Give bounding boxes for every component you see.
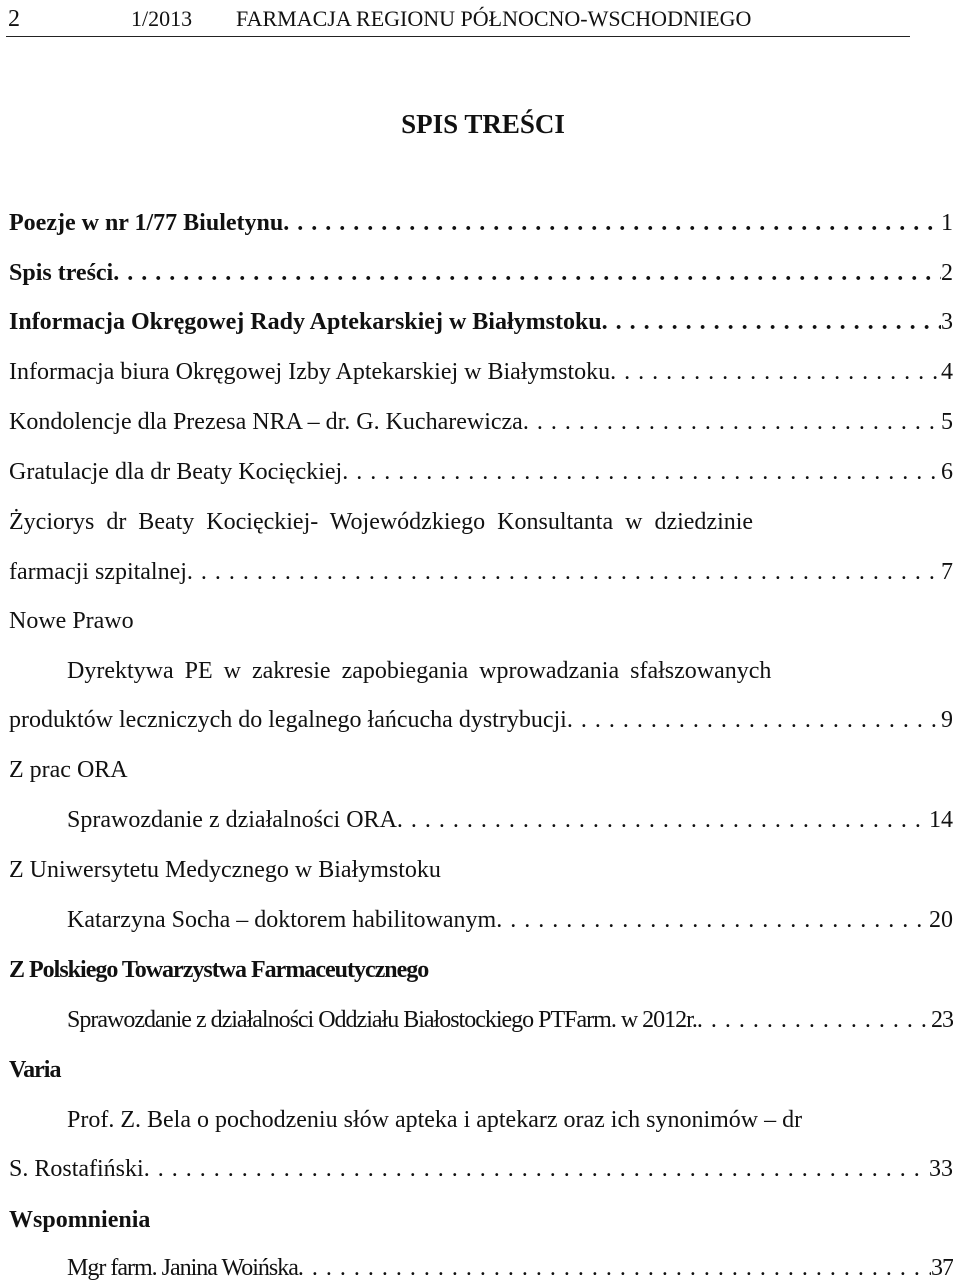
- dot-leader: [113, 253, 941, 293]
- toc-entry-page: 37: [931, 1255, 953, 1281]
- toc-entry-multiline: [67, 651, 953, 691]
- toc-entry: [9, 402, 953, 442]
- dot-leader: [283, 203, 941, 243]
- toc-entry-text: S. Rostafiński: [9, 1156, 144, 1182]
- toc-entry-text: Poezje w nr 1/77 Biuletynu: [9, 210, 284, 236]
- toc-entry-text: Dyrektywa PE w zakresie zapobiegania wprowadzania sfałszowanych: [67, 658, 772, 684]
- toc-entry-continuation: [9, 552, 953, 592]
- section-heading-text: Wspomnienia: [9, 1207, 151, 1233]
- section-heading: [9, 601, 953, 641]
- dot-leader: [144, 1149, 929, 1189]
- toc-entry-text: Mgr farm. Janina Woińska: [67, 1255, 298, 1281]
- toc-entry-page: 9: [941, 707, 953, 733]
- toc-entry-page: 20: [929, 907, 953, 933]
- toc-entry-page: 23: [931, 1007, 953, 1033]
- toc-entry-text: Gratulacje dla dr Beaty Kocięckiej: [9, 459, 343, 485]
- toc-entry-text: produktów leczniczych do legalnego łańcucha dystrybucji: [9, 707, 567, 733]
- dot-leader: [567, 700, 941, 740]
- toc-entry-multiline: [9, 502, 953, 542]
- toc-entry-text: Informacja biura Okręgowej Izby Aptekarskiej w Białymstoku: [9, 359, 611, 385]
- toc-entry-page: 33: [929, 1156, 953, 1182]
- toc-entry-page: 7: [941, 559, 953, 585]
- section-heading: [9, 1200, 953, 1240]
- toc-entry: [9, 452, 953, 492]
- dot-leader: [697, 1000, 931, 1040]
- toc-entry-text: farmacji szpitalnej: [9, 559, 187, 585]
- page-number: 2: [8, 6, 20, 32]
- dot-leader: [496, 900, 929, 940]
- toc-entry-text: Życiorys dr Beaty Kocięckiej- Wojewódzkiego Konsultanta w dziedzinie: [9, 509, 754, 535]
- dot-leader: [397, 800, 929, 840]
- section-heading-text: Z prac ORA: [9, 757, 128, 783]
- toc-entry-text: Kondolencje dla Prezesa NRA – dr. G. Kucharewicza: [9, 409, 523, 435]
- toc-entry-multiline: [67, 1100, 953, 1140]
- toc-entry: [9, 352, 953, 392]
- dot-leader: [342, 452, 941, 492]
- section-heading: [9, 750, 953, 790]
- toc-entry-text: Katarzyna Socha – doktorem habilitowanym: [67, 907, 497, 933]
- toc-entry: [9, 203, 953, 243]
- toc-title: SPIS TREŚCI: [401, 109, 565, 139]
- issue-number: 1/2013: [131, 6, 193, 31]
- toc-entry: [67, 1000, 953, 1040]
- dot-leader: [298, 1248, 931, 1288]
- toc-entry-page: 3: [941, 309, 953, 335]
- journal-title: FARMACJA REGIONU PÓŁNOCNO-WSCHODNIEGO: [236, 6, 752, 31]
- toc-entry-text: Sprawozdanie z działalności ORA: [67, 807, 397, 833]
- dot-leader: [187, 552, 941, 592]
- section-heading-text: Z Polskiego Towarzystwa Farmaceutycznego: [9, 957, 429, 983]
- toc-entry-page: 14: [929, 807, 953, 833]
- toc-entry-text: Informacja Okręgowej Rady Aptekarskiej w Białymstoku: [9, 309, 602, 335]
- toc-entry-page: 6: [941, 459, 953, 485]
- section-heading: [9, 850, 953, 890]
- dot-leader: [523, 402, 941, 442]
- toc-entry: [9, 302, 953, 342]
- toc-entry-page: 2: [941, 260, 953, 286]
- dot-leader: [602, 302, 941, 342]
- toc-entry: [67, 900, 953, 940]
- section-heading-text: Varia: [9, 1057, 61, 1083]
- dot-leader: [610, 352, 941, 392]
- toc-entry: [67, 800, 953, 840]
- toc-entry-text: Prof. Z. Bela o pochodzeniu słów apteka i aptekarz oraz ich synonimów – dr: [67, 1107, 803, 1133]
- section-heading-text: Z Uniwersytetu Medycznego w Białymstoku: [9, 857, 441, 883]
- running-header: [6, 4, 910, 37]
- toc-entry-continuation: [9, 700, 953, 740]
- toc-entry-page: 4: [941, 359, 953, 385]
- toc-entry: [9, 253, 953, 293]
- toc-entry-page: 1: [941, 210, 953, 236]
- toc-entry-text: Spis treści: [9, 260, 114, 286]
- section-heading: [9, 1050, 953, 1090]
- toc-entry-continuation: [9, 1149, 953, 1189]
- section-heading: [9, 950, 953, 990]
- toc-entry-text: Sprawozdanie z działalności Oddziału Białostockiego PTFarm. w 2012r.: [67, 1007, 697, 1033]
- toc-entry-page: 5: [941, 409, 953, 435]
- section-heading-text: Nowe Prawo: [9, 608, 134, 634]
- toc-entry: [67, 1248, 953, 1288]
